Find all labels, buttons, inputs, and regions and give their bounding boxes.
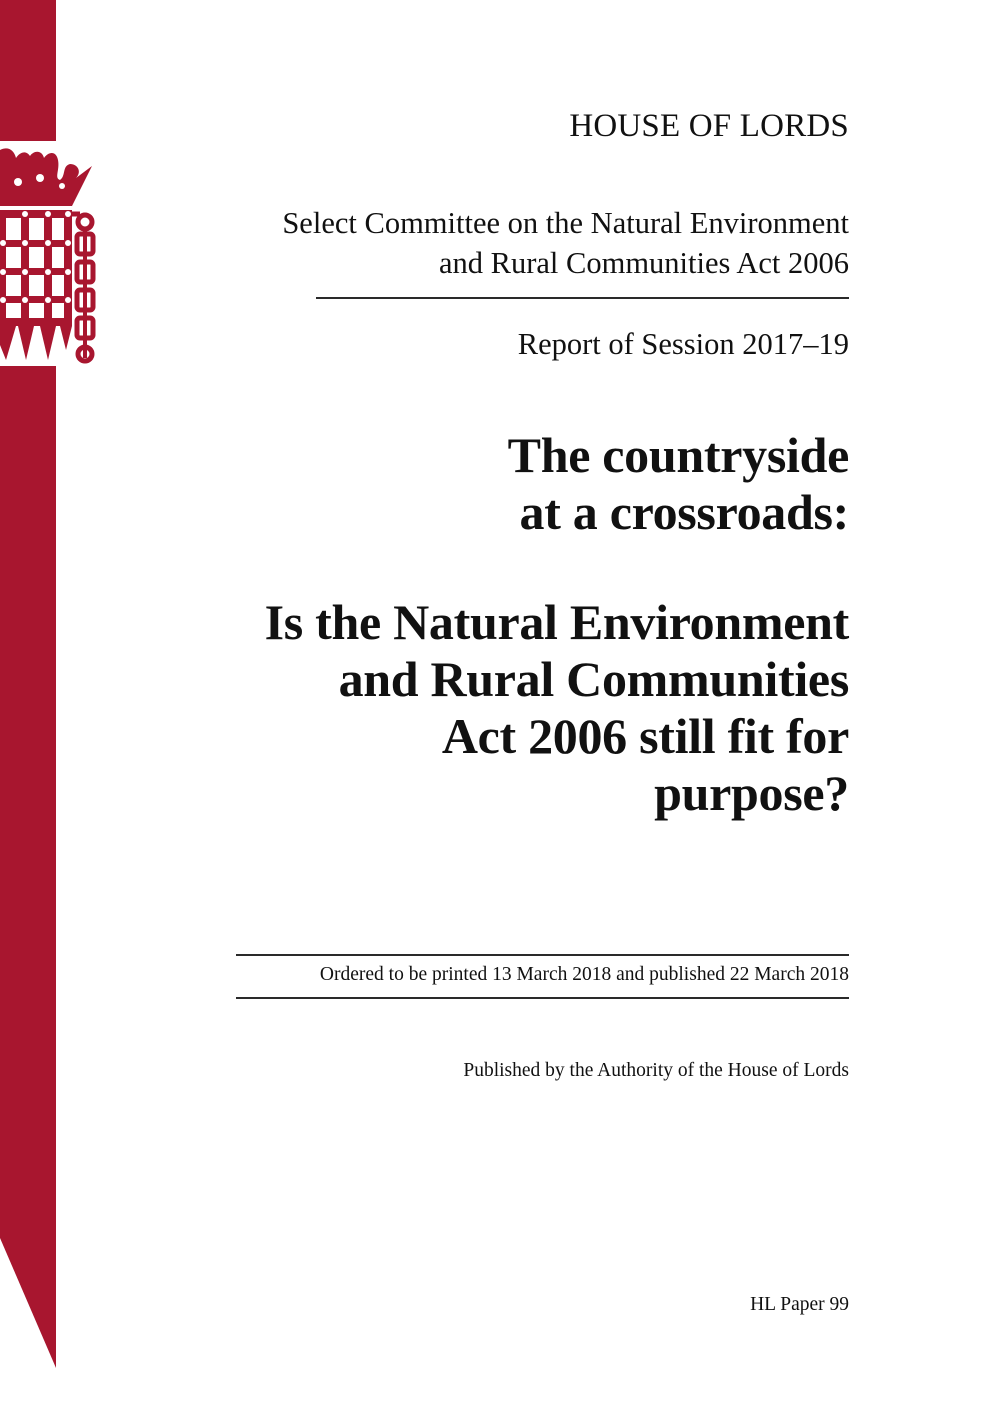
title-line-2: at a crossroads: (519, 484, 849, 540)
committee-line-2: and Rural Communities Act 2006 (438, 246, 849, 280)
divider-rule-upper (236, 954, 849, 956)
subtitle-line-3: Act 2006 still fit for (441, 708, 849, 764)
committee-line-1: Select Committee on the Natural Environment (282, 206, 849, 240)
ordered-printed-date: Ordered to be printed 13 March 2018 and published 22 March 2018 (319, 964, 849, 985)
published-by-authority: Published by the Authority of the House of Lords (463, 1060, 849, 1081)
red-side-band-bottom (0, 366, 56, 1376)
session-label: Report of Session 2017–19 (517, 327, 849, 361)
subtitle-line-4: purpose? (654, 765, 849, 821)
divider-rule (316, 297, 849, 299)
committee-name (282, 203, 849, 283)
title-line-1: The countryside (507, 427, 849, 483)
report-subtitle (265, 594, 849, 822)
subtitle-line-1: Is the Natural Environment (264, 594, 849, 650)
red-side-band-top (0, 0, 56, 141)
report-title (508, 427, 849, 541)
institution-name: HOUSE OF LORDS (569, 108, 849, 144)
paper-number: HL Paper 99 (750, 1294, 849, 1315)
portcullis-crest-icon (0, 141, 100, 366)
subtitle-line-2: and Rural Communities (338, 651, 849, 707)
divider-rule-lower (236, 997, 849, 999)
